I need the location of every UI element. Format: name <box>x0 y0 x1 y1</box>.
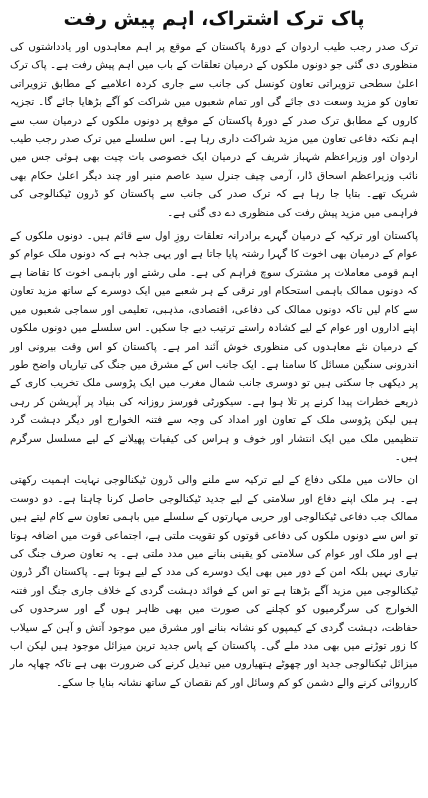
article-paragraph-1: ترک صدر رجب طیب اردوان کے دورۂ پاکستان کے موقع پر اہم معاہدوں اور یادداشتوں کی منظوری دی گئی جو دونوں ملکوں کے درمیان تعلقات کے باب میں اہم پیش رفت ہے۔ پاک ترک اعلیٰ سطحی تزویراتی تعاون کونسل کی جانب سے جاری کردہ اعلامیے کے مطابق تزویراتی تعاون کو مزید وسعت دی جائے گی اور تمام شعبوں میں شراکت کو آگے بڑھایا جائے گا۔ تجزیہ کاروں کے مطابق ترک صدر کے دورۂ پاکستان کے موقع پر دونوں ملکوں کے درمیان سب سے اہم نکتہ دفاعی تعاون میں مزید شراکت داری رہا ہے۔ اس سلسلے میں ترک صدر رجب طیب اردوان اور وزیراعظم شہباز شریف کے درمیان ایک خصوصی بات چیت بھی ہوئی جس میں نائب وزیراعظم اسحاق ڈار، آرمی چیف جنرل سید عاصم منیر اور چند دیگر اعلیٰ حکام بھی شریک تھے۔ بتایا جا رہا ہے کہ ترک صدر کی جانب سے پاکستان کو ڈرون ٹیکنالوجی کی فراہمی میں مزید پیش رفت کی منظوری دے دی گئی ہے۔ <box>10 41 418 219</box>
article-headline: پاک ترک اشتراک، اہم پیش رفت <box>63 8 365 30</box>
article-paragraph-3: ان حالات میں ملکی دفاع کے لیے ترکیہ سے ملنے والی ڈرون ٹیکنالوجی نہایت اہمیت رکھتی ہے۔ ہر ملک اپنے دفاع اور سلامتی کے لیے جدید ٹیکنالوجی حاصل کرنا چاہتا ہے۔ دو دوست ممالک جب دفاعی ٹیکنالوجی اور حربی مہارتوں کے سلسلے میں باہمی تعاون سے کام لیتے ہیں تو اس سے دونوں ملکوں کی دفاعی قوتوں کو تقویت ملتی ہے، اجتماعی قوت میں اضافہ ہوتا ہے اور ملک اور عوام کی سلامتی کو یقینی بنانے میں مدد ملتی ہے۔ یہ تعاون صرف جنگ کی تیاری نہیں بلکہ امن کے دور میں بھی ایک دوسرے کی مدد کے لیے ہوتا ہے۔ پاکستان اگر ڈرون ٹیکنالوجی میں مزید آگے بڑھتا ہے تو اس کے فوائد دہشت گردی کے خلاف جاری جنگ اور فتنہ الخوارج کی سرگرمیوں کو کچلنے کی صورت میں بھی ظاہر ہوں گے اور سرحدوں کی حفاظت، دہشت گردی کے کیمپوں کو نشانہ بنانے اور مشرق میں موجود آتش و آہن کے سیلاب کا زور توڑنے میں بھی مدد ملے گی۔ پاکستان کے پاس جدید ترین میزائل موجود ہیں لیکن اب میزائل ٹیکنالوجی جدید اور چھوٹے ہتھیاروں میں تبدیل کرنے کی ضرورت بھی ہے تاکہ چھاپہ مار کارروائی کرنے والے دشمن کو کم وسائل اور کم نقصان کے ساتھ نشانہ بنایا جا سکے۔ <box>10 474 418 689</box>
article-body <box>10 38 418 692</box>
article-paragraph-2: پاکستان اور ترکیہ کے درمیان گہرے برادرانہ تعلقات روزِ اول سے قائم ہیں۔ دونوں ملکوں کے عوام کے درمیان بھی اخوت کا گہرا رشتہ پایا جاتا ہے اور یہی جذبہ ہے کہ دونوں ملک عوام کو اہم قومی معاملات پر مشترک سوچ فراہم کی ہے۔ ملی رشتے اور باہمی اخوت کا تقاضا ہے کہ دونوں ممالک باہمی استحکام اور ترقی کے ہر شعبے میں ایک دوسرے کے ساتھ مزید تعاون سے کام لیں تاکہ دونوں ممالک کی دفاعی، اقتصادی، مذہبی، تعلیمی اور سماجی شعبوں میں اپنے اداروں اور عوام کے لیے کشادہ راستے ترتیب دیے جا سکیں۔ اس سلسلے میں دونوں ملکوں کے درمیان نئے معاہدوں کی منظوری خوش آئند امر ہے۔ پاکستان کو اس وقت بیرونی اور اندرونی سنگین مسائل کا سامنا ہے۔ ایک جانب اس کے مشرق میں جنگ کی تیاریاں واضح طور پر دیکھی جا سکتی ہیں تو دوسری جانب شمال مغرب میں ایک پڑوسی ملک تخریب کاری کے ذریعے خطرات پیدا کرنے پر تلا ہوا ہے۔ سیکورٹی فورسز روزانہ کی بنیاد پر آپریشن کر رہی ہیں لیکن پڑوسی ملک کے تعاون اور امداد کی وجہ سے فتنہ الخوارج اور دیگر دہشت گرد تنظیمیں ملک میں ایک انتشار اور خوف و ہراس کی کیفیات پھیلانے کے لیے مسلسل سرگرم ہیں۔ <box>10 230 418 463</box>
